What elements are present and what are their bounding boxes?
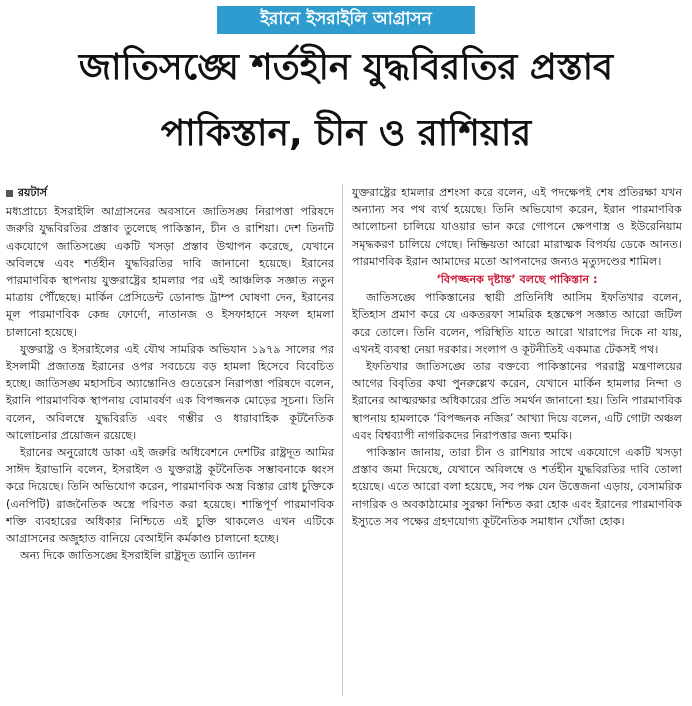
paragraph: ইফতিখার জাতিসঙ্ঘে তার বক্তব্যে পাকিস্তানের পররাষ্ট্র মন্ত্রণালয়ের আগের বিবৃতির কথা পুনরুল্লেখ করেন, যেখানে মার্কিন হামলার নিন্দা ও ইরানের আত্মরক্ষার অধিকারের প্রতি সমর্থন জানানো হয়। তিনি পারমাণবিক স্থাপনায় হামলাকে ‘বিপজ্জনক নজির’ আখ্যা দিয়ে বলেন, এটি গোটা অঞ্চল এবং বিশ্বব্যাপী নাগরিকদের নিরাপত্তার জন্য হুমকি।	[352, 360, 682, 442]
headline-line-2: পাকিস্তান, চীন ও রাশিয়ার	[160, 113, 532, 154]
paragraph: মধ্যপ্রাচ্যে ইসরাইলি আগ্রাসনের অবসানে জাতিসঙ্ঘ নিরাপত্তা পরিষদে জরুরি যুদ্ধবিরতির প্রস্তাব তুলেছে পাকিস্তান, চীন ও রাশিয়া। দেশ তিনটি একযোগে জাতিসঙ্ঘে একটি খসড়া প্রস্তাব উত্থাপন করেছে, যেখানে অবিলম্বে এবং শর্তহীন যুদ্ধবিরতির দাবি জানানো হয়েছে। ইরানের পারমাণবিক স্থাপনায় যুক্তরাষ্ট্রের হামলার পর এই আঞ্চলিক সজ্ঞাত নতুন মাত্রায় পৌঁছেছে। মার্কিন প্রেসিডেন্ট ডোনাল্ড ট্রাম্প ঘোষণা দেন, ইরানের মূল পারমাণবিক কেন্দ্র ফোর্দো, নাতানজ ও ইসফাহানে সফল হামলা চালানো হয়েছে।	[6, 205, 334, 339]
paragraph: যুক্তরাষ্ট্রের হামলার প্রশংসা করে বলেন, এই পদক্ষেপই শেষ প্রতিরক্ষা যখন অন্যান্য সব পথ ব্যর্থ হয়েছে। তিনি অভিযোগ করেন, ইরান পারমাণবিক আলোচনা চালিয়ে যাওয়ার ভান করে গোপনে ক্ষেপণাস্ত্র ও ইউরেনিয়াম সমৃদ্ধকরণ চালিয়ে গেছে। নিষ্ক্রিয়তা আরো মারাত্মক বিপর্যয় ডেকে আনত। পারমাণবিক ইরান আমাদের মতো আপনাদের জন্যও মৃত্যুদণ্ডের শামিল।	[352, 186, 682, 268]
bullet-square-icon	[6, 190, 13, 197]
paragraph: ইরানের অনুরোধে ডাকা এই জরুরি অধিবেশনে দেশটির রাষ্ট্রদূত আমির সাঈদ ইরাভানি বলেন, ইসরাইল ও যুক্তরাষ্ট্র কূটনৈতিক সম্ভাবনাকে ধ্বংস করে দিয়েছে। তিনি অভিযোগ করেন, পারমাণবিক অস্ত্র বিস্তার রোধ চুক্তিকে (এনপিটি) রাজনৈতিক অস্ত্রে পরিণত করা হয়েছে। শান্তিপূর্ণ পারমাণবিক শক্তি ব্যবহারের অধিকার নিশ্চিতে এই চুক্তি থাকলেও এখন এটিকে আগ্রাসনের অজুহাত বানিয়ে বেআইনি কর্মকাণ্ড চালানো হচ্ছে।	[6, 446, 334, 546]
paragraph: অন্য দিকে জাতিসঙ্ঘে ইসরাইলি রাষ্ট্রদূত ড্যানি ড্যানন	[20, 549, 256, 563]
column-divider	[342, 184, 343, 696]
byline	[6, 184, 334, 201]
paragraph: জাতিসঙ্ঘে পাকিস্তানের স্থায়ী প্রতিনিধি আসিম ইফতিখার বলেন, ইতিহাস প্রমাণ করে যে একতরফা সামরিক হস্তক্ষেপ সজ্ঞাত আরো জটিল করে তোলে। তিনি বলেন, পরিস্থিতি যাতে আরো খারাপের দিকে না যায়, এখনই ব্যবস্থা নেয়া দরকার। সংলাপ ও কূটনীতিই একমাত্র টেকসই পথ।	[352, 291, 682, 356]
byline-text: রয়টার্স	[18, 186, 47, 199]
article-column-right	[352, 184, 682, 530]
article-column-left	[6, 184, 334, 564]
subheading: ‘বিপজ্জনক দৃষ্টান্ত’ বলছে পাকিস্তান :	[436, 273, 598, 287]
headline-line-1: জাতিসঙ্ঘে শর্তহীন যুদ্ধবিরতির প্রস্তাব	[78, 47, 614, 88]
paragraph: যুক্তরাষ্ট্র ও ইসরাইলের এই যৌথ সামরিক অভিযান ১৯৭৯ সালের পর ইসলামী প্রজাতন্ত্র ইরানের ওপর সবচেয়ে বড় হামলা হিসেবে বিবেচিত হচ্ছে। জাতিসঙ্ঘ মহাসচিব অ্যান্তোনিও গুতেরেস নিরাপত্তা পরিষদে বলেন, ইরানি পারমাণবিক স্থাপনায় বোমাবর্ষণ এক বিপজ্জনক মোড়ের সূচনা। তিনি বলেন, অবিলম্বে যুদ্ধবিরতি এবং গম্ভীর ও ধারাবাহিক কূটনৈতিক আলোচনার প্রয়োজন রয়েছে।	[6, 342, 334, 442]
paragraph: পাকিস্তান জানায়, তারা চীন ও রাশিয়ার সাথে একযোগে একটি খসড়া প্রস্তাব জমা দিয়েছে, যেখানে অবিলম্বে ও শর্তহীন যুদ্ধবিরতির দাবি তোলা হয়েছে। এতে আরো বলা হয়েছে, সব পক্ষ যেন উত্তেজনা এড়ায়, বেসামরিক নাগরিক ও অবকাঠামোর সুরক্ষা নিশ্চিত করা হোক এবং ইরানের পারমাণবিক ইস্যুতে সব পক্ষের গ্রহণযোগ্য কূটনৈতিক সমাধান খোঁজা হোক।	[352, 446, 682, 528]
section-kicker: ইরানে ইসরাইলি আগ্রাসন	[217, 6, 475, 34]
